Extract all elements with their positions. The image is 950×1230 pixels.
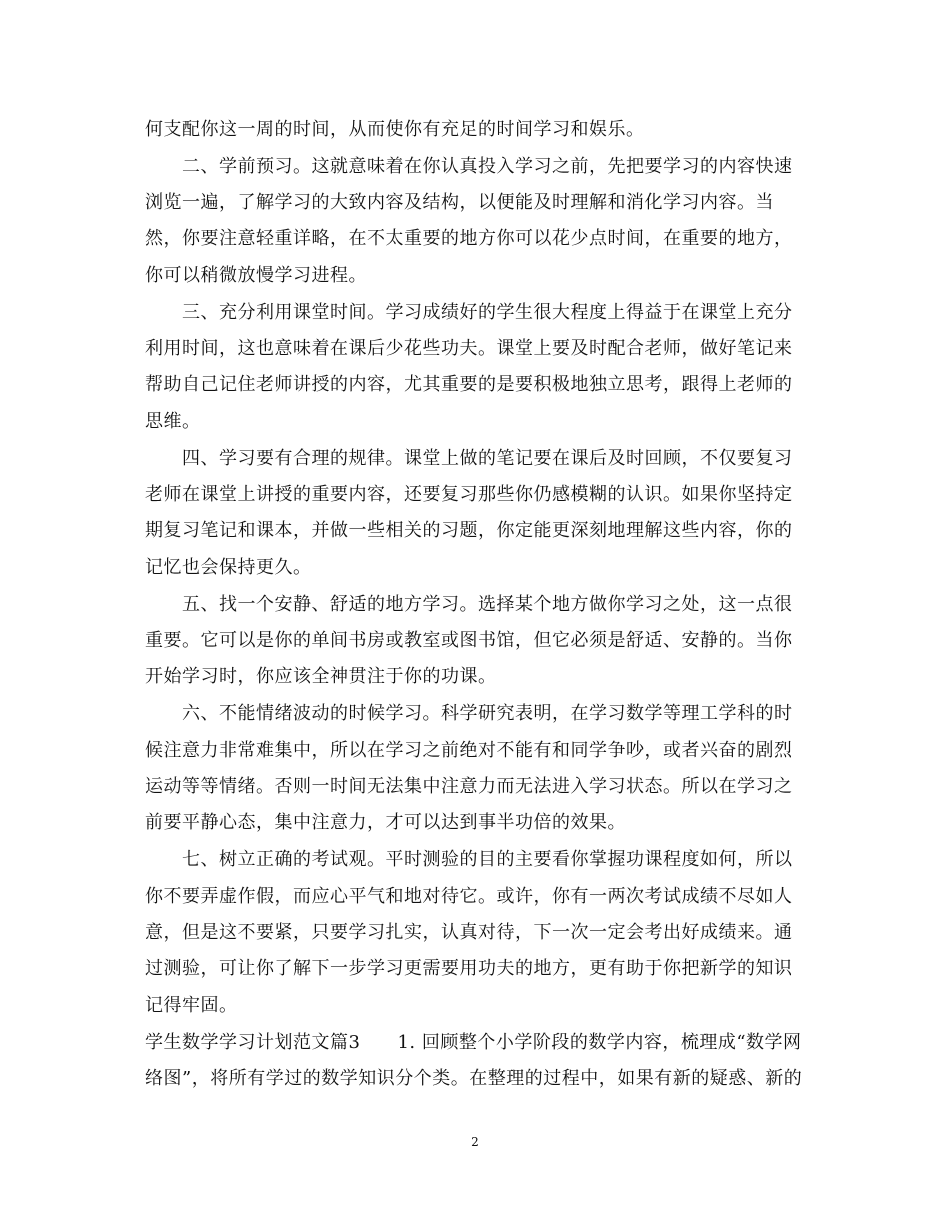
text-line: 络图”，将所有学过的数学知识分个类。在整理的过程中，如果有新的疑惑、新的 [145, 1068, 803, 1089]
text-line: 帮助自己记住老师讲授的内容，尤其重要的是要积极地独立思考，跟得上老师的 [145, 374, 793, 395]
text-line: 然，你要注意轻重详略，在不太重要的地方你可以花少点时间，在重要的地方， [145, 228, 793, 249]
text-line: 记忆也会保持更久。 [145, 557, 312, 578]
text-line: 思维。 [145, 411, 201, 432]
text-line: 你可以稍微放慢学习进程。 [145, 265, 367, 286]
text-line: 意，但是这不要紧，只要学习扎实，认真对待，下一次一定会考出好成绩来。通 [145, 922, 793, 943]
text-line: 七、树立正确的考试观。平时测验的目的主要看你掌握功课程度如何，所以 [145, 849, 793, 870]
text-line: 候注意力非常难集中，所以在学习之前绝对不能有和同学争吵，或者兴奋的剧烈 [145, 740, 793, 761]
text-line: 利用时间，这也意味着在课后少花些功夫。课堂上要及时配合老师，做好笔记来 [145, 338, 793, 359]
text-line: 二、学前预习。这就意味着在你认真投入学习之前，先把要学习的内容快速 [145, 156, 793, 177]
page-number: 2 [471, 1135, 479, 1149]
text-line: 三、充分利用课堂时间。学习成绩好的学生很大程度上得益于在课堂上充分 [145, 302, 793, 323]
text-line: 开始学习时，你应该全神贯注于你的功课。 [145, 666, 497, 687]
text-line: 过测验，可让你了解下一步学习更需要用功夫的地方，更有助于你把新学的知识 [145, 958, 793, 979]
text-line: 六、不能情绪波动的时候学习。科学研究表明，在学习数学等理工学科的时 [145, 703, 793, 724]
text-line: 学生数学学习计划范文篇3 1. 回顾整个小学阶段的数学内容，梳理成“数学网 [145, 1032, 802, 1053]
text-line: 何支配你这一周的时间，从而使你有充足的时间学习和娱乐。 [145, 119, 645, 140]
text-line: 运动等等情绪。否则一时间无法集中注意力而无法进入学习状态。所以在学习之 [145, 776, 793, 797]
text-line: 浏览一遍，了解学习的大致内容及结构，以便能及时理解和消化学习内容。当 [145, 192, 774, 213]
text-line: 四、学习要有合理的规律。课堂上做的笔记要在课后及时回顾，不仅要复习 [145, 448, 793, 469]
text-line: 老师在课堂上讲授的重要内容，还要复习那些你仍感模糊的认识。如果你坚持定 [145, 484, 793, 505]
text-line: 前要平静心态，集中注意力，才可以达到事半功倍的效果。 [145, 812, 626, 833]
text-line: 五、找一个安静、舒适的地方学习。选择某个地方做你学习之处，这一点很 [145, 594, 793, 615]
text-line: 记得牢固。 [145, 995, 238, 1016]
text-line: 重要。它可以是你的单间书房或教室或图书馆，但它必须是舒适、安静的。当你 [145, 630, 793, 651]
text-line: 你不要弄虚作假，而应心平气和地对待它。或许，你有一两次考试成绩不尽如人 [145, 886, 793, 907]
text-line: 期复习笔记和课本，并做一些相关的习题，你定能更深刻地理解这些内容，你的 [145, 520, 793, 541]
